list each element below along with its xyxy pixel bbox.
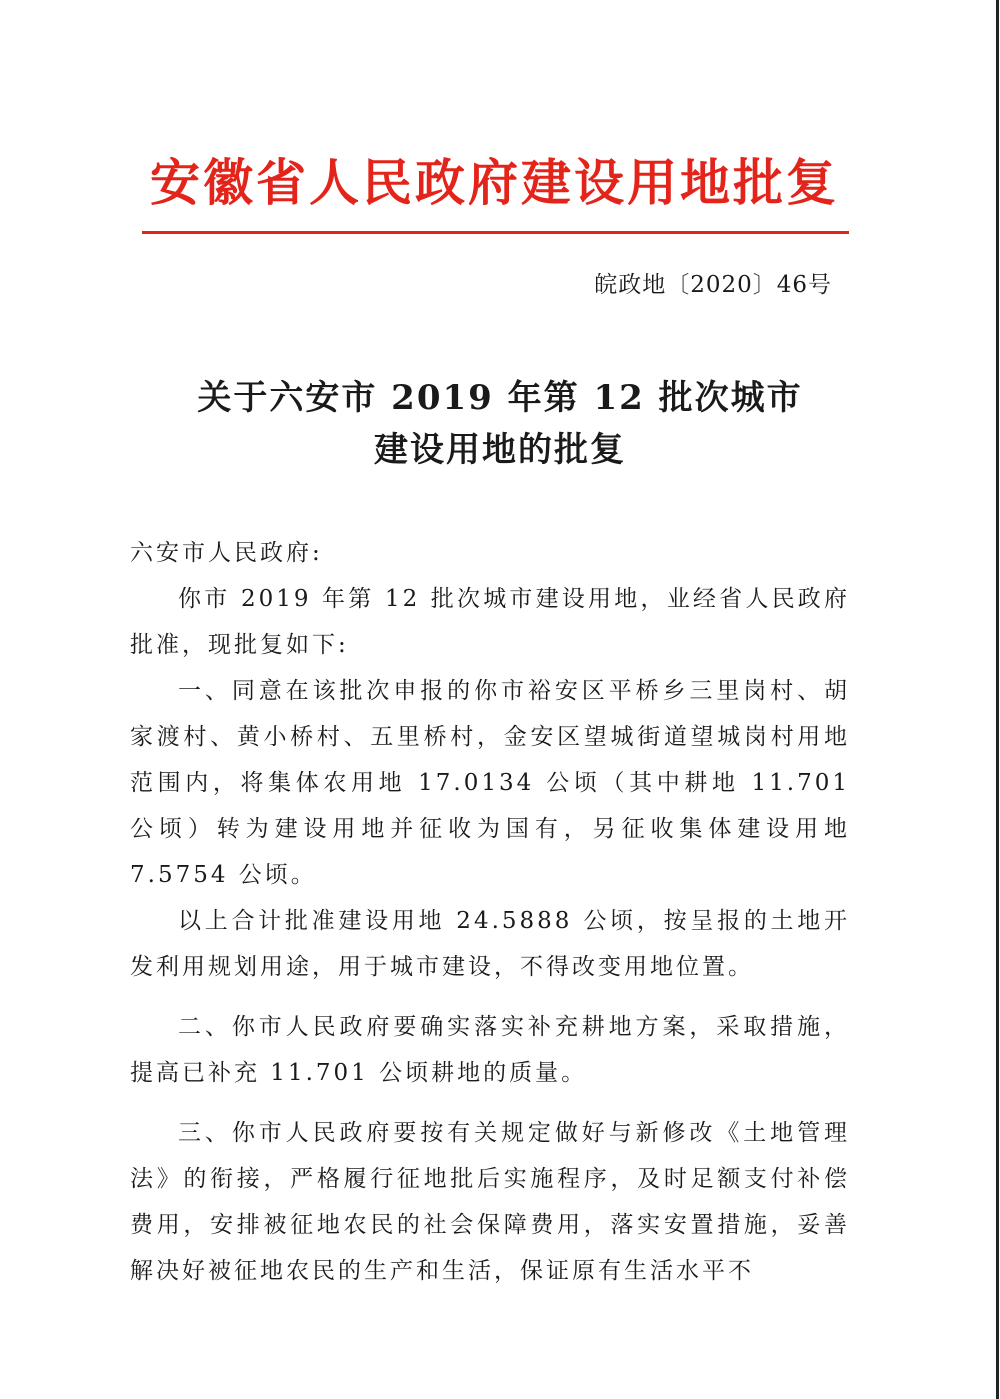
document-title-line-2: 建设用地的批复: [374, 430, 626, 470]
document-number: 皖政地〔2020〕46号: [594, 272, 832, 298]
paragraph-item-1: 一、同意在该批次申报的你市裕安区平桥乡三里岗村、胡家渡村、黄小桥村、五里桥村，金安区望城街道望城岗村用地范围内，将集体农用地 17.0134 公顷（其中耕地 11.701 公顷）转为建设用地并征收为国有，另征收集体建设用地 7.5754 公顷。: [130, 678, 850, 888]
header-red-rule: [142, 231, 849, 234]
salutation: 六安市人民政府:: [130, 540, 323, 566]
scan-edge-line: [996, 0, 999, 1399]
paragraph-total: 以上合计批准建设用地 24.5888 公顷，按呈报的土地开发利用规划用途，用于城市建设，不得改变用地位置。: [130, 908, 850, 980]
document-header: 安徽省人民政府建设用地批复: [150, 153, 839, 212]
paragraph-item-3: 三、你市人民政府要按有关规定做好与新修改《土地管理法》的衔接，严格履行征地批后实施程序，及时足额支付补偿费用，安排被征地农民的社会保障费用，落实安置措施，妥善解决好被征地农民的生产和生活，保证原有生活水平不: [130, 1120, 850, 1284]
paragraph-item-2: 二、你市人民政府要确实落实补充耕地方案，采取措施，提高已补充 11.701 公顷耕地的质量。: [130, 1014, 850, 1086]
document-title-line-1: 关于六安市 2019 年第 12 批次城市: [197, 378, 803, 418]
paragraph-intro: 你市 2019 年第 12 批次城市建设用地，业经省人民政府批准，现批复如下:: [130, 586, 850, 658]
